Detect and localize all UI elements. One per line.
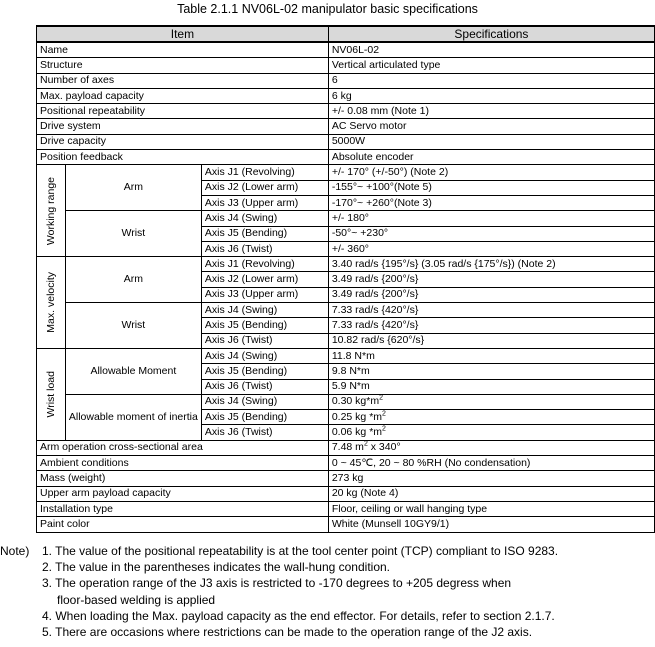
axis-value: -50°~ +230° [328, 226, 654, 241]
axis-label: Axis J5 (Bending) [201, 226, 328, 241]
table-row [37, 134, 655, 149]
row-label: Upper arm payload capacity [37, 486, 329, 501]
axis-value: 7.33 rad/s {420°/s} [328, 303, 654, 318]
row-label: Mass (weight) [37, 471, 329, 486]
axis-label: Axis J6 (Twist) [201, 379, 328, 394]
row-label: Positional repeatability [37, 104, 329, 119]
max-velocity-label: Max. velocity [37, 257, 66, 349]
axis-label: Axis J3 (Upper arm) [201, 287, 328, 302]
working-range-arm: Arm [65, 165, 201, 211]
table-row [37, 348, 655, 363]
row-value: AC Servo motor [328, 119, 654, 134]
notes-section [0, 543, 655, 640]
axis-label: Axis J5 (Bending) [201, 318, 328, 333]
note-line [0, 608, 655, 624]
note-line [0, 575, 655, 591]
row-value: 0 ~ 45℃, 20 ~ 80 %RH (No condensation) [328, 456, 654, 471]
table-row [37, 58, 655, 73]
table-row [37, 303, 655, 318]
axis-value: -155°~ +100°(Note 5) [328, 180, 654, 195]
axis-value: +/- 180° [328, 211, 654, 226]
table-row [37, 42, 655, 58]
table-row [37, 394, 655, 409]
axis-label: Axis J5 (Bending) [201, 410, 328, 425]
row-value: 6 kg [328, 88, 654, 103]
axis-label: Axis J5 (Bending) [201, 364, 328, 379]
value-text: 0.06 kg *m [331, 426, 383, 439]
value-text: 7.48 m [331, 441, 364, 454]
value-text: 0.25 kg *m [331, 410, 383, 423]
value-superscript: 2 [382, 425, 386, 433]
axis-label: Axis J6 (Twist) [201, 425, 328, 440]
row-value: +/- 0.08 mm (Note 1) [328, 104, 654, 119]
allowable-moment-label: Allowable Moment [65, 348, 201, 394]
note-text: 3. The operation range of the J3 axis is restricted to -170 degrees to +205 degress when [42, 576, 512, 591]
value-text: 0.30 kg*m [331, 395, 380, 408]
table-header-row [37, 26, 655, 42]
row-value: Absolute encoder [328, 150, 654, 165]
table-row [37, 211, 655, 226]
table-row [37, 73, 655, 88]
working-range-label: Working range [37, 165, 66, 257]
value-superscript: 2 [363, 440, 368, 448]
axis-value: -170°~ +260°(Note 3) [328, 195, 654, 210]
axis-label: Axis J4 (Swing) [201, 303, 328, 318]
axis-value [328, 394, 654, 409]
note-text: 5. There are occasions where restrictions can be made to the operation range of the J2 axis. [42, 625, 533, 640]
row-label: Number of axes [37, 73, 329, 88]
axis-value: 9.8 N*m [328, 364, 654, 379]
row-label: Paint color [37, 517, 329, 532]
value-superscript: 2 [382, 410, 386, 418]
note-line [0, 543, 655, 559]
axis-value: 3.40 rad/s {195°/s} (3.05 rad/s {175°/s}) (Note 2) [328, 257, 654, 272]
row-label: Max. payload capacity [37, 88, 329, 103]
note-text: 2. The value in the parentheses indicates the wall-hung condition. [42, 560, 391, 575]
table-row [37, 150, 655, 165]
row-label: Ambient conditions [37, 456, 329, 471]
row-label: Installation type [37, 501, 329, 516]
wrist-load-label: Wrist load [37, 348, 66, 440]
row-label: Position feedback [37, 150, 329, 165]
table-row [37, 165, 655, 180]
note-line [0, 592, 655, 608]
axis-value [328, 410, 654, 425]
table-row [37, 456, 655, 471]
axis-label: Axis J2 (Lower arm) [201, 272, 328, 287]
header-specifications: Specifications [328, 26, 654, 42]
axis-value: +/- 170° (+/-50°) (Note 2) [328, 165, 654, 180]
note-text: floor-based welding is applied [57, 592, 216, 607]
axis-value: 3.49 rad/s {200°/s} [328, 272, 654, 287]
axis-value: 5.9 N*m [328, 379, 654, 394]
axis-label: Axis J4 (Swing) [201, 394, 328, 409]
axis-label: Axis J4 (Swing) [201, 348, 328, 363]
table-row [37, 104, 655, 119]
value-superscript: 2 [379, 394, 384, 402]
row-value: White (Munsell 10GY9/1) [328, 517, 654, 532]
row-value: 273 kg [328, 471, 654, 486]
working-range-wrist: Wrist [65, 211, 201, 257]
axis-value: 3.49 rad/s {200°/s} [328, 287, 654, 302]
note-text: 1. The value of the positional repeatability is at the tool center point (TCP) compliant to ISO 9283. [42, 544, 559, 558]
axis-value: 7.33 rad/s {420°/s} [328, 318, 654, 333]
table-row [37, 119, 655, 134]
table-row [37, 517, 655, 532]
table-row [37, 440, 655, 455]
axis-label: Axis J2 (Lower arm) [201, 180, 328, 195]
value-text: x 340° [367, 441, 401, 454]
row-label: Drive capacity [37, 134, 329, 149]
row-value: Vertical articulated type [328, 58, 654, 73]
row-value [328, 440, 654, 455]
spec-table [36, 25, 655, 533]
row-label: Structure [37, 58, 329, 73]
table-row [37, 88, 655, 103]
axis-label: Axis J1 (Revolving) [201, 165, 328, 180]
row-value: 6 [328, 73, 654, 88]
row-value: 20 kg (Note 4) [328, 486, 654, 501]
table-row [37, 486, 655, 501]
note-line [0, 559, 655, 575]
max-velocity-arm: Arm [65, 257, 201, 303]
table-caption: Table 2.1.1 NV06L-02 manipulator basic specifications [177, 2, 478, 16]
axis-value: 11.8 N*m [328, 348, 654, 363]
allowable-inertia-label: Allowable moment of inertia [65, 394, 201, 440]
table-row [37, 257, 655, 272]
axis-value: +/- 360° [328, 241, 654, 256]
row-label: Name [37, 42, 329, 58]
row-value: Floor, ceiling or wall hanging type [328, 501, 654, 516]
notes-label: Note) [0, 544, 30, 558]
axis-value [328, 425, 654, 440]
axis-label: Axis J1 (Revolving) [201, 257, 328, 272]
table-row [37, 501, 655, 516]
row-value: NV06L-02 [328, 42, 654, 58]
axis-label: Axis J6 (Twist) [201, 333, 328, 348]
axis-value: 10.82 rad/s {620°/s} [328, 333, 654, 348]
row-label: Drive system [37, 119, 329, 134]
axis-label: Axis J3 (Upper arm) [201, 195, 328, 210]
header-item: Item [37, 26, 329, 42]
note-line [0, 624, 655, 640]
axis-label: Axis J6 (Twist) [201, 241, 328, 256]
note-text: 4. When loading the Max. payload capacity as the end effector. For details, refer to section 2.1.7. [42, 608, 555, 623]
max-velocity-wrist: Wrist [65, 303, 201, 349]
row-label: Arm operation cross-sectional area [37, 440, 329, 455]
axis-label: Axis J4 (Swing) [201, 211, 328, 226]
table-row [37, 471, 655, 486]
row-value: 5000W [328, 134, 654, 149]
